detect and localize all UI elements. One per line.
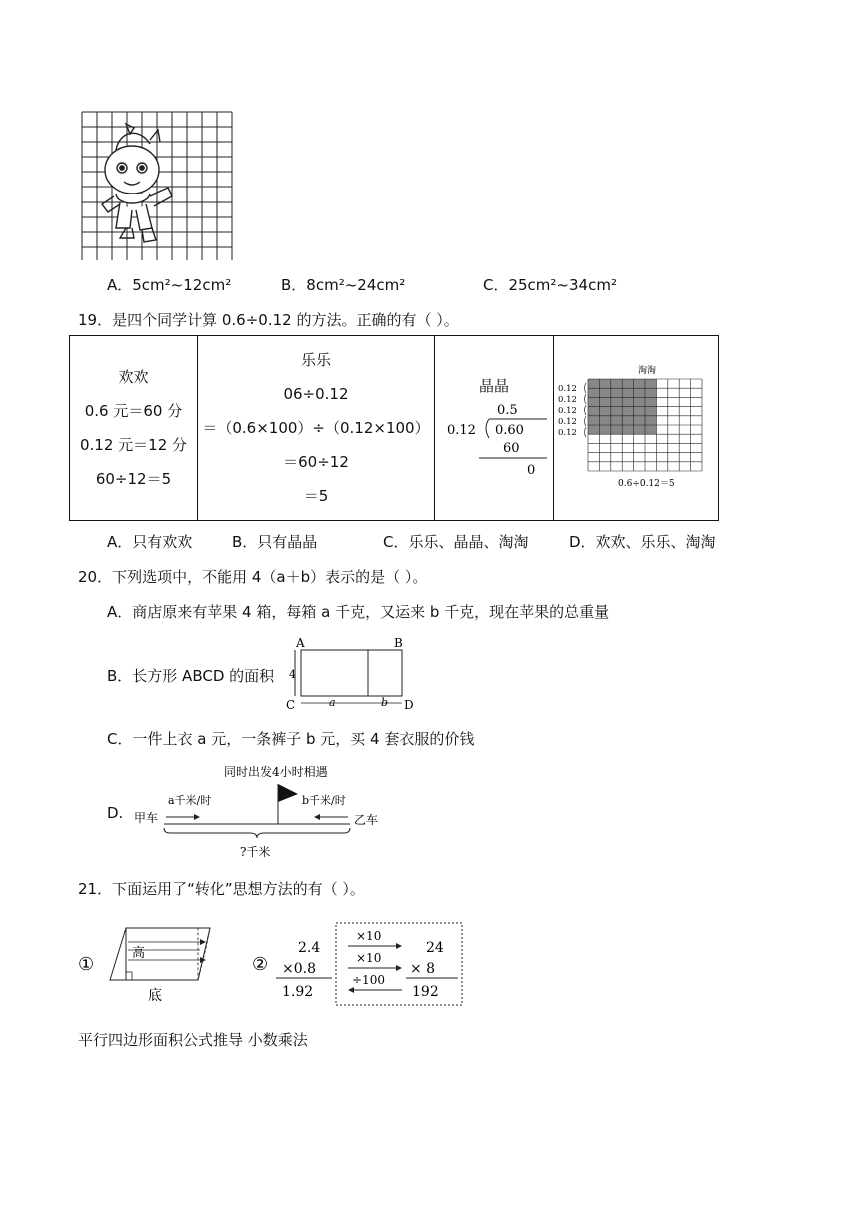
label-a: A xyxy=(296,636,305,650)
label-c: C xyxy=(286,698,296,712)
brace xyxy=(585,416,587,426)
left-car: 甲车 xyxy=(134,811,159,825)
shaded-cell xyxy=(645,407,656,416)
fig1-base: 底 xyxy=(148,988,162,1004)
op-2: ×10 xyxy=(356,951,382,965)
flag-icon xyxy=(278,784,298,802)
shaded-cell xyxy=(634,388,645,397)
q21-captions: 平行四边形面积公式推导 小数乘法 xyxy=(78,1031,308,1049)
shaded-cell xyxy=(611,425,622,434)
taotao-name: 淘淘 xyxy=(638,366,657,376)
label-seg-a: a xyxy=(329,696,336,709)
parallelogram-figure xyxy=(76,920,226,1010)
shaded-cell xyxy=(622,407,633,416)
huanhuan-name: 欢欢 xyxy=(118,368,149,386)
brace xyxy=(585,383,587,393)
q20-option-b[interactable]: B．长方形 ABCD 的面积 xyxy=(107,667,275,685)
shaded-cell xyxy=(599,379,610,388)
lele-cell xyxy=(198,336,435,521)
fig1-height: 高 xyxy=(132,946,146,961)
shaded-cell xyxy=(599,416,610,425)
right-top: 24 xyxy=(426,940,444,956)
brace xyxy=(585,394,587,404)
right-mid: × 8 xyxy=(410,961,436,977)
shaded-cell xyxy=(645,416,656,425)
meeting-cars-figure xyxy=(130,762,390,862)
row-label: 0.12 xyxy=(558,406,577,417)
division-quotient: 0.5 xyxy=(497,402,518,418)
grid-figure xyxy=(80,110,234,260)
shaded-cell xyxy=(622,416,633,425)
jingjing-name: 晶晶 xyxy=(478,376,509,395)
jingjing-cell xyxy=(435,336,554,521)
label-b: B xyxy=(394,636,403,650)
taotao-hundred-grid xyxy=(556,361,716,491)
fig1-number: ① xyxy=(78,954,95,975)
q18-option-b[interactable]: B．8cm²~24cm² xyxy=(281,276,406,294)
brace xyxy=(585,427,587,437)
q19-option-a[interactable]: A．只有欢欢 xyxy=(107,533,193,551)
label-d: D xyxy=(404,698,414,712)
q20-option-d[interactable]: D. xyxy=(107,804,124,822)
shaded-cell xyxy=(645,388,656,397)
shaded-cell xyxy=(622,388,633,397)
q19-option-b[interactable]: B．只有晶晶 xyxy=(232,533,318,551)
shaded-cell xyxy=(611,379,622,388)
division-remainder: 0 xyxy=(527,462,536,478)
shaded-cell xyxy=(645,379,656,388)
shaded-cell xyxy=(611,388,622,397)
label-seg-b: b xyxy=(381,696,389,709)
shaded-cell xyxy=(622,425,633,434)
shaded-cell xyxy=(588,388,599,397)
op-1: ×10 xyxy=(356,929,382,943)
q19-question: 19．是四个同学计算 0.6÷0.12 的方法。正确的有（ ）。 xyxy=(78,311,459,329)
shaded-cell xyxy=(634,397,645,406)
total-distance: ?千米 xyxy=(240,845,271,859)
row-label: 0.12 xyxy=(558,395,577,406)
taotao-cell xyxy=(554,336,719,521)
q18-option-c[interactable]: C．25cm²~34cm² xyxy=(483,276,617,294)
shaded-cell xyxy=(588,416,599,425)
left-bottom: 1.92 xyxy=(282,984,314,1000)
shaded-cell xyxy=(611,397,622,406)
row-label: 0.12 xyxy=(558,384,577,394)
row-label: 0.12 xyxy=(558,417,577,428)
shaded-cell xyxy=(611,407,622,416)
brace xyxy=(585,405,587,415)
shaded-cell xyxy=(588,397,599,406)
row-label: 0.12 xyxy=(558,428,577,439)
shaded-cell xyxy=(634,407,645,416)
left-mid: ×0.8 xyxy=(282,961,316,977)
shaded-cell xyxy=(599,425,610,434)
division-divisor: 0.12 xyxy=(447,422,476,438)
division-product: 60 xyxy=(503,440,520,456)
shaded-cell xyxy=(622,397,633,406)
q18-option-a[interactable]: A．5cm²~12cm² xyxy=(107,276,232,294)
shaded-cell xyxy=(599,397,610,406)
huanhuan-cell xyxy=(70,336,198,521)
q20-option-c[interactable]: C．一件上衣 a 元，一条裤子 b 元，买 4 套衣服的价钱 xyxy=(107,730,475,748)
shaded-cell xyxy=(611,416,622,425)
shaded-cell xyxy=(634,379,645,388)
label-side: 4 xyxy=(289,668,296,681)
shaded-cell xyxy=(588,407,599,416)
taotao-caption: 0.6÷0.12＝5 xyxy=(618,479,675,489)
q20-question: 20．下列选项中，不能用 4（a＋b）表示的是（ ）。 xyxy=(78,568,428,586)
meeting-title: 同时出发4小时相遇 xyxy=(224,765,328,779)
right-car: 乙车 xyxy=(354,813,379,827)
shaded-cell xyxy=(645,425,656,434)
q19-option-d[interactable]: D．欢欢、乐乐、淘淘 xyxy=(569,533,716,551)
right-bottom: 192 xyxy=(412,984,439,1000)
huanhuan-line-2: 0.12 元＝12 分 xyxy=(79,436,188,454)
lele-line-1: 06÷0.12 xyxy=(283,385,349,403)
left-top: 2.4 xyxy=(298,940,321,956)
shaded-cell xyxy=(645,397,656,406)
left-speed: a千米/时 xyxy=(168,794,212,807)
q21-question: 21．下面运用了“转化”思想方法的有（ ）。 xyxy=(78,880,365,898)
shaded-cell xyxy=(599,407,610,416)
shaded-cell xyxy=(599,388,610,397)
shaded-cell xyxy=(588,379,599,388)
lele-name: 乐乐 xyxy=(300,351,331,369)
lele-line-4: ＝5 xyxy=(303,487,329,505)
q19-methods-table xyxy=(69,335,719,521)
shaded-cell xyxy=(588,425,599,434)
decimal-multiplication-figure xyxy=(246,920,468,1010)
rectangle-abcd-figure xyxy=(284,634,424,714)
q20-option-a[interactable]: A．商店原来有苹果 4 箱，每箱 a 千克，又运来 b 千克，现在苹果的总重量 xyxy=(107,603,610,621)
shaded-cell xyxy=(622,379,633,388)
division-dividend: 0.60 xyxy=(495,422,524,438)
lele-line-3: ＝60÷12 xyxy=(283,453,349,471)
shaded-cell xyxy=(634,416,645,425)
jingjing-long-division xyxy=(439,398,549,478)
op-3: ÷100 xyxy=(352,973,385,987)
huanhuan-line-3: 60÷12＝5 xyxy=(95,470,172,488)
lele-line-2: ＝（0.6×100）÷（0.12×100） xyxy=(202,419,430,437)
fig2-number: ② xyxy=(252,954,269,975)
huanhuan-line-1: 0.6 元＝60 分 xyxy=(84,402,183,420)
shaded-cell xyxy=(634,425,645,434)
right-speed: b千米/时 xyxy=(302,794,346,807)
q19-option-c[interactable]: C．乐乐、晶晶、淘淘 xyxy=(383,533,529,551)
